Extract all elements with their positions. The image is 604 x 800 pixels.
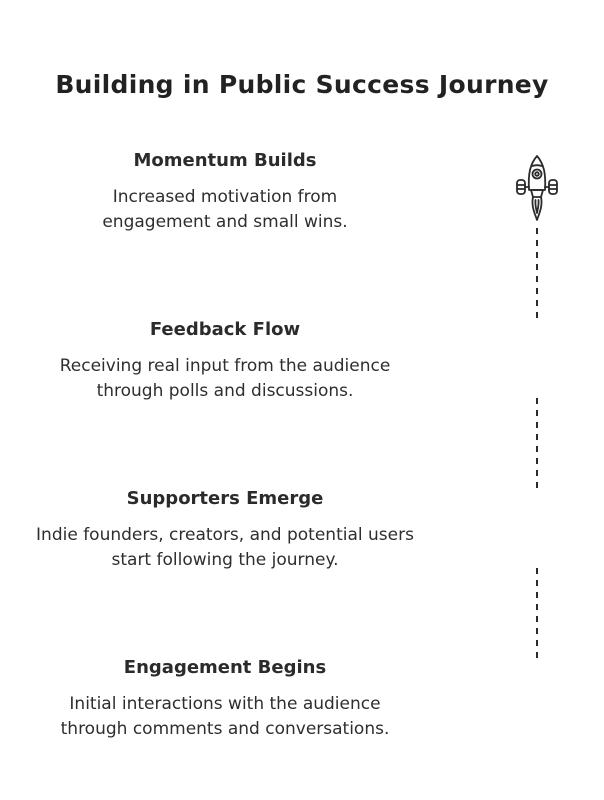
stage-description: Indie founders, creators, and potential users start following the journey. xyxy=(36,525,414,570)
stage-title: Feedback Flow xyxy=(149,319,301,340)
diagram-title: Building in Public Success Journey xyxy=(55,70,549,99)
progress-track xyxy=(500,150,580,670)
stage-description: Receiving real input from the audience through polls and discussions. xyxy=(59,356,391,401)
rocket-icon xyxy=(517,156,557,220)
stage-title: Engagement Begins xyxy=(123,657,327,678)
stage-momentum-builds xyxy=(20,150,430,235)
stage-feedback-flow xyxy=(20,319,430,404)
stage-description: Initial interactions with the audience through comments and conversations. xyxy=(60,694,390,739)
stage-title: Momentum Builds xyxy=(133,150,317,171)
stage-supporters-emerge xyxy=(20,488,430,573)
stage-description: Increased motivation from engagement and small wins. xyxy=(102,187,348,232)
stage-engagement-begins xyxy=(20,657,430,742)
stage-title: Supporters Emerge xyxy=(126,488,324,509)
